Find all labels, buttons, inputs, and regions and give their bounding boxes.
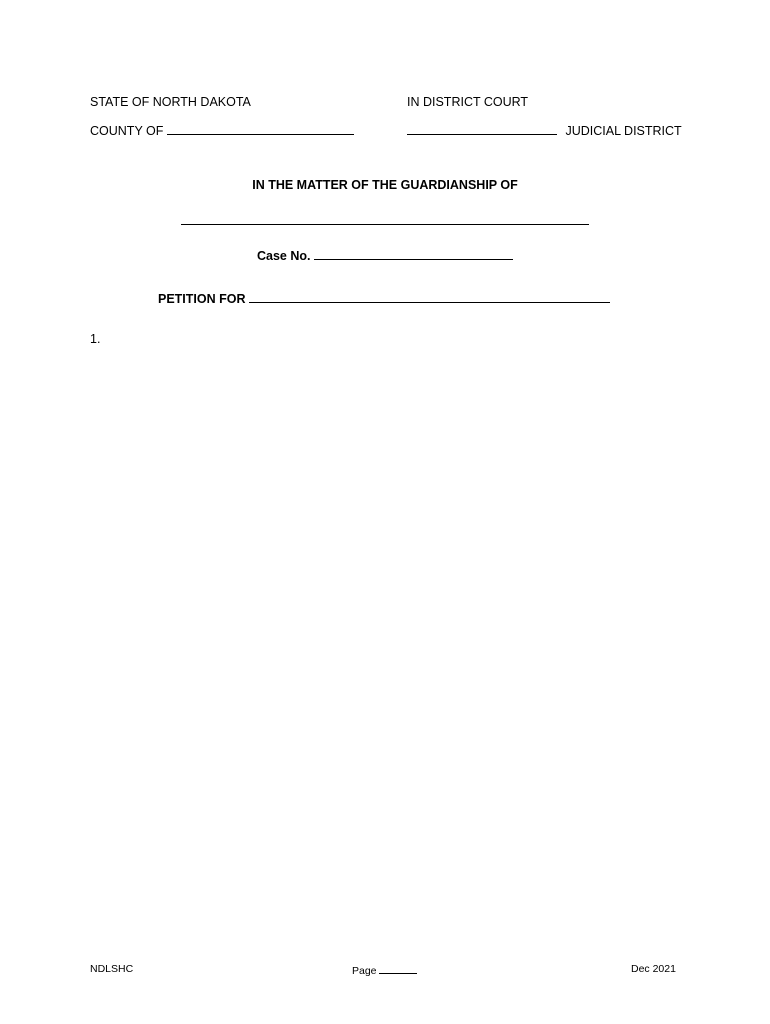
county-blank[interactable] [167, 122, 354, 135]
case-number-blank[interactable] [314, 247, 513, 260]
ward-name-blank[interactable] [181, 224, 589, 225]
county-label: COUNTY OF [90, 124, 164, 138]
footer-organization: NDLSHC [90, 963, 134, 975]
footer-page [352, 963, 417, 977]
numbered-item-1 [90, 332, 100, 346]
footer-page-blank[interactable] [379, 963, 417, 974]
petition-label: PETITION FOR [158, 292, 246, 306]
petition-blank[interactable] [249, 290, 610, 303]
footer-right [631, 963, 676, 975]
state-text: STATE OF NORTH DAKOTA [90, 95, 251, 109]
footer-left [90, 963, 133, 975]
footer-page-label: Page [352, 965, 377, 977]
state-heading [90, 95, 251, 109]
court-heading [407, 95, 528, 109]
case-number-label: Case No. [257, 249, 311, 263]
case-number-line [257, 247, 513, 263]
petition-line [158, 290, 610, 306]
guardianship-title [0, 178, 770, 192]
item-number: 1. [90, 332, 101, 346]
county-line [90, 122, 354, 138]
footer-date: Dec 2021 [631, 963, 676, 975]
court-text: IN DISTRICT COURT [407, 95, 529, 109]
district-line [407, 122, 682, 138]
district-label: JUDICIAL DISTRICT [565, 124, 682, 138]
district-blank[interactable] [407, 122, 557, 135]
guardianship-title-text: IN THE MATTER OF THE GUARDIANSHIP OF [252, 178, 518, 192]
